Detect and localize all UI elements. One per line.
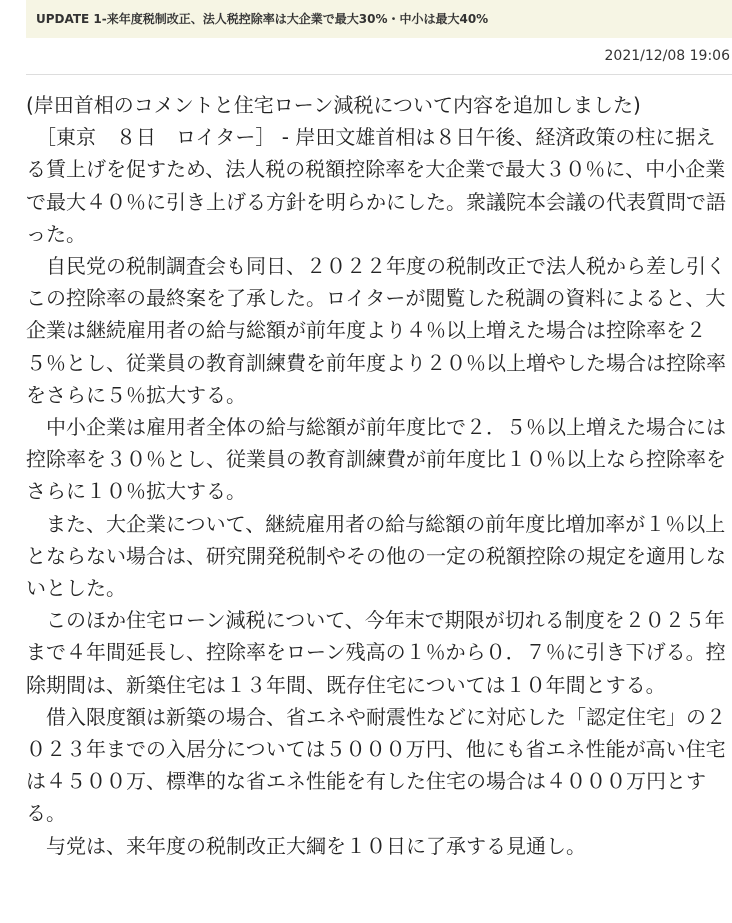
article-headline: UPDATE 1-来年度税制改正、法人税控除率は大企業で最大30%・中小は最大40% xyxy=(36,12,489,26)
article-paragraph: (岸田首相のコメントと住宅ローン減税について内容を追加しました) xyxy=(26,93,641,117)
article-paragraph: 借入限度額は新築の場合、省エネや耐震性などに対応した「認定住宅」の２０２３年までの入居分については５０００万円、他にも省エネ性能が高い住宅は４５００万、標準的な省エネ性能を有した住宅の場合は４０００万円とする。 xyxy=(26,704,726,826)
article-paragraph: 自民党の税制調査会も同日、２０２２年度の税制改正で法人税から差し引くこの控除率の最終案を了承した。ロイターが閲覧した税調の資料によると、大企業は継続雇用者の給与総額が前年度より４％以上増えた場合は控除率を２５％とし、従業員の教育訓練費を前年度より２０％以上増やした場合は控除率をさらに５％拡大する。 xyxy=(26,254,726,407)
publish-timestamp: 2021/12/08 19:06 xyxy=(604,48,730,64)
article-paragraph: 与党は、来年度の税制改正大綱を１０日に了承する見通し。 xyxy=(26,833,586,858)
article-body xyxy=(26,89,732,862)
article-paragraph: 中小企業は雇用者全体の給与総額が前年度比で２．５％以上増えた場合には控除率を３０％とし、従業員の教育訓練費が前年度比１０％以上なら控除率をさらに１０％拡大する。 xyxy=(26,415,726,504)
article-paragraph: ［東京 ８日 ロイター］ - 岸田文雄首相は８日午後、経済政策の柱に据える賃上げを促すため、法人税の税額控除率を大企業で最大３０％に、中小企業で最大４０％に引き上げる方針を明らかにした。衆議院本会議の代表質問で語った。 xyxy=(26,125,726,246)
article-paragraph: このほか住宅ローン減税について、今年末で期限が切れる制度を２０２５年まで４年間延長し、控除率をローン残高の１％から０．７％に引き下げる。控除期間は、新築住宅は１３年間、既存住宅については１０年間とする。 xyxy=(26,608,726,697)
article-headline-bar xyxy=(26,0,732,38)
article-paragraph: また、大企業について、継続雇用者の給与総額の前年度比増加率が１％以上とならない場合は、研究開発税制やその他の一定の税額控除の規定を適用しないとした。 xyxy=(26,511,726,601)
header-divider xyxy=(26,74,732,75)
